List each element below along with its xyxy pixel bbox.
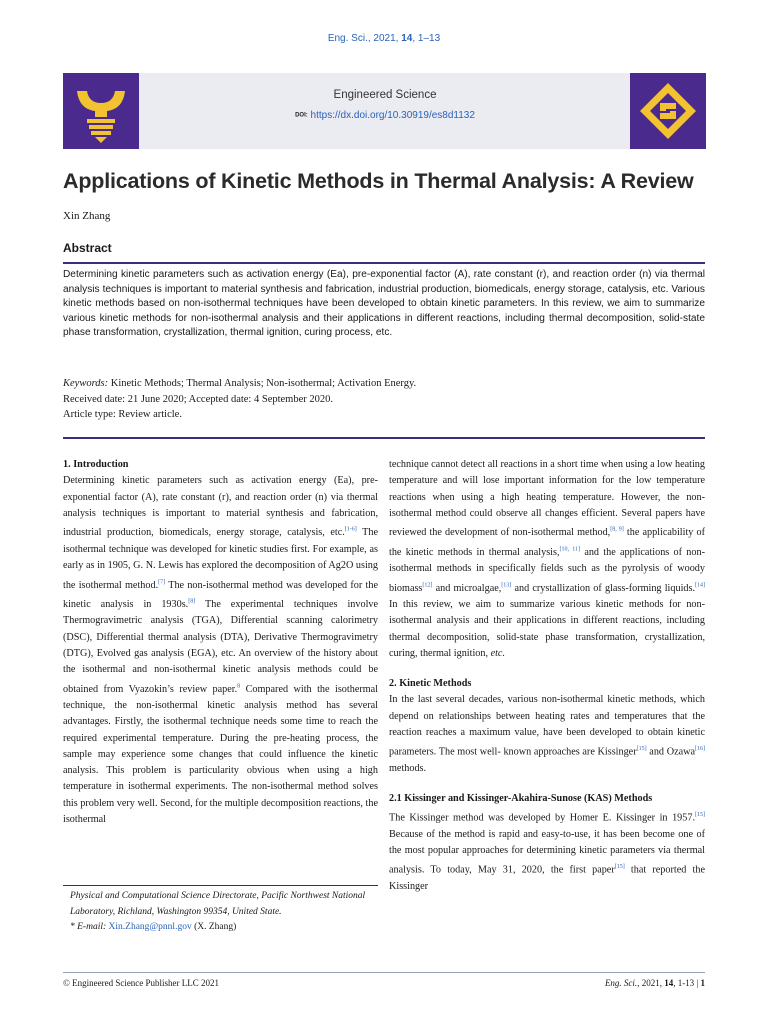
reference-link[interactable]: [8, 9] (610, 527, 624, 533)
reference-link[interactable]: [1-6] (344, 527, 357, 533)
reference-link[interactable]: [16] (695, 746, 705, 753)
article-meta (63, 376, 416, 423)
reference-link[interactable]: [7] (158, 579, 166, 586)
abstract-divider (63, 262, 705, 264)
author-name: Xin Zhang (63, 210, 111, 222)
right-column (389, 457, 705, 895)
reference-link[interactable]: [13] (501, 582, 512, 589)
reference-link[interactable]: 8 (237, 683, 241, 690)
intro-continuation: technique cannot detect all reactions in a short time when using a low heating temperature and will lose important information for the low temperature reactions when using a high heating temperature. However, the non-isothermal method could observe all changes efficient. Several papers have reviewed the development of non-isothermal method,[8, 9] the applicability of the kinetic methods in thermal analysis,[10, 11] and the applications of non-isothermal methods in specifically fields such as the pyrolysis of woody biomass[12] and microalgae,[13] and crystallization of glass-forming liquids.[14] In this review, we aim to summarize various kinetic methods for non-isothermal analysis and their applications in different reactions, including thermal decomposition, solid-state phase transformation, crystallization, curing, thermal ignition, etc. (389, 459, 705, 659)
email-link[interactable]: Xin.Zhang@pnnl.gov (108, 922, 192, 932)
bull-logo-icon (63, 73, 139, 149)
left-column (63, 457, 378, 828)
reference-link[interactable]: [8] (188, 598, 196, 605)
page-footer-citation: Eng. Sci., 2021, 14, 1-13 | 1 (604, 978, 705, 988)
introduction-heading: 1. Introduction (63, 459, 129, 470)
section-divider (63, 437, 705, 439)
abstract-heading: Abstract (63, 241, 112, 255)
kas-paragraph: The Kissinger method was developed by Homer E. Kissinger in 1957.[15] Because of the method is rapid and easy-to-use, it has been become one of the most popular approaches for determining kinetic parameters via thermal analysis. To today, May 31, 2020, the first paper[15] that reported the Kissinger (389, 812, 705, 893)
email-line: * E-mail: Xin.Zhang@pnnl.gov (X. Zhang) (70, 922, 237, 932)
reference-link[interactable]: [10, 11] (559, 546, 581, 553)
doi-label: DOI: (295, 112, 308, 119)
abstract-text: Determining kinetic parameters such as activation energy (Ea), pre-exponential factor (A), rate constant (r), and reaction order (n) via thermal analysis techniques is important to material synthesis and fabrication, industrial production, biomedicals, energy storage, catalysis, etc. Various kinetic methods based on non-isothermal techniques have been developed to obtain kinetic parameters. In this review, we aim to summarize various kinetic methods for non-isothermal analysis and their applications in different reactions, including thermal decomposition, solid-state phase transformation, crystallization, thermal ignition, curing process, etc. (63, 269, 705, 339)
keywords-line: Keywords: Kinetic Methods; Thermal Analysis; Non-isothermal; Activation Energy. (63, 378, 417, 389)
article-title: Applications of Kinetic Methods in Thermal Analysis: A Review (63, 169, 694, 193)
kinetic-methods-heading: 2. Kinetic Methods (389, 678, 472, 690)
footer-divider (63, 972, 705, 973)
intro-paragraph: Determining kinetic parameters such as activation energy (Ea), pre-exponential factor (A), rate constant (r), and reaction order (n) via thermal analysis techniques is important to material synthesis and fabrication, industrial production, biomedicals, energy storage, catalysis, etc.[1-6] The isothermal technique was developed for kinetic studies first. For example, as early as in 1905, G. N. Lewis has explored the decomposition of Ag2O using the isothermal method.[7] The non-isothermal method was developed for the kinetic analysis in 1930s.[8] The experimental techniques involve Thermogravimetric analysis (TGA), Differential scanning calorimetry (DSC), Differential thermal analysis (DTA), Derivative Thermogravimetry (DTG), Evolved gas analysis (EGA), etc. An overview of the history about the isothermal and non-isothermal kinetic analysis methods could be obtained from Vyazokin’s review paper.$^8$ Compared with the isothermal technique, the non-isothermal kinetic analysis method has several advantages. Firstly, the isothermal technique needs some time to reach the required experimental temperature. During the pre-heating process, the sample may experience some changes that could influence the kinetic analysis. This problem is particularity obvious when using a high temperature in isothermal experiments. The non-isothermal method solves this problem very well. Second, for the multiple decomposition reactions, the isothermal (63, 475, 379, 825)
reference-link[interactable]: [15] (614, 864, 625, 871)
doi-line (140, 110, 630, 121)
publisher-logo-right (630, 73, 706, 149)
reference-link[interactable]: [15] (636, 746, 647, 753)
kas-heading: 2.1 Kissinger and Kissinger-Akahira-Sunose (KAS) Methods (389, 793, 653, 805)
copyright-notice: © Engineered Science Publisher LLC 2021 (63, 978, 220, 988)
journal-logo-left (63, 73, 139, 149)
reference-link[interactable]: [14] (695, 582, 705, 589)
kinetic-methods-paragraph: In the last several decades, various non-isothermal kinetic methods, which depend on relationships between heating rates and temperatures that the reaction reaches a maximum value, have been developed to obtain kinetic parameters. The most well- known approaches are Kissinger[15] and Ozawa[16] methods. (389, 694, 705, 774)
reference-link[interactable]: [15] (695, 812, 705, 819)
doi-link[interactable]: https://dx.doi.org/10.30919/es8d1132 (310, 110, 475, 121)
journal-citation: Eng. Sci., 2021, 14, 1–13 (327, 33, 441, 44)
reference-link[interactable]: [12] (422, 582, 433, 589)
s-diamond-logo-icon (630, 73, 706, 149)
author-footnote (70, 889, 380, 936)
article-type-line: Article type: Review article. (63, 409, 182, 420)
page-number: 1 (700, 978, 705, 988)
dates-line: Received date: 21 June 2020; Accepted date: 4 September 2020. (63, 393, 334, 405)
journal-name: Engineered Science (333, 89, 437, 101)
footnote-divider (63, 885, 378, 886)
affiliation-text: Physical and Computational Science Directorate, Pacific Northwest National Laboratory, Richland, Washington 99354, United State. (70, 891, 366, 917)
